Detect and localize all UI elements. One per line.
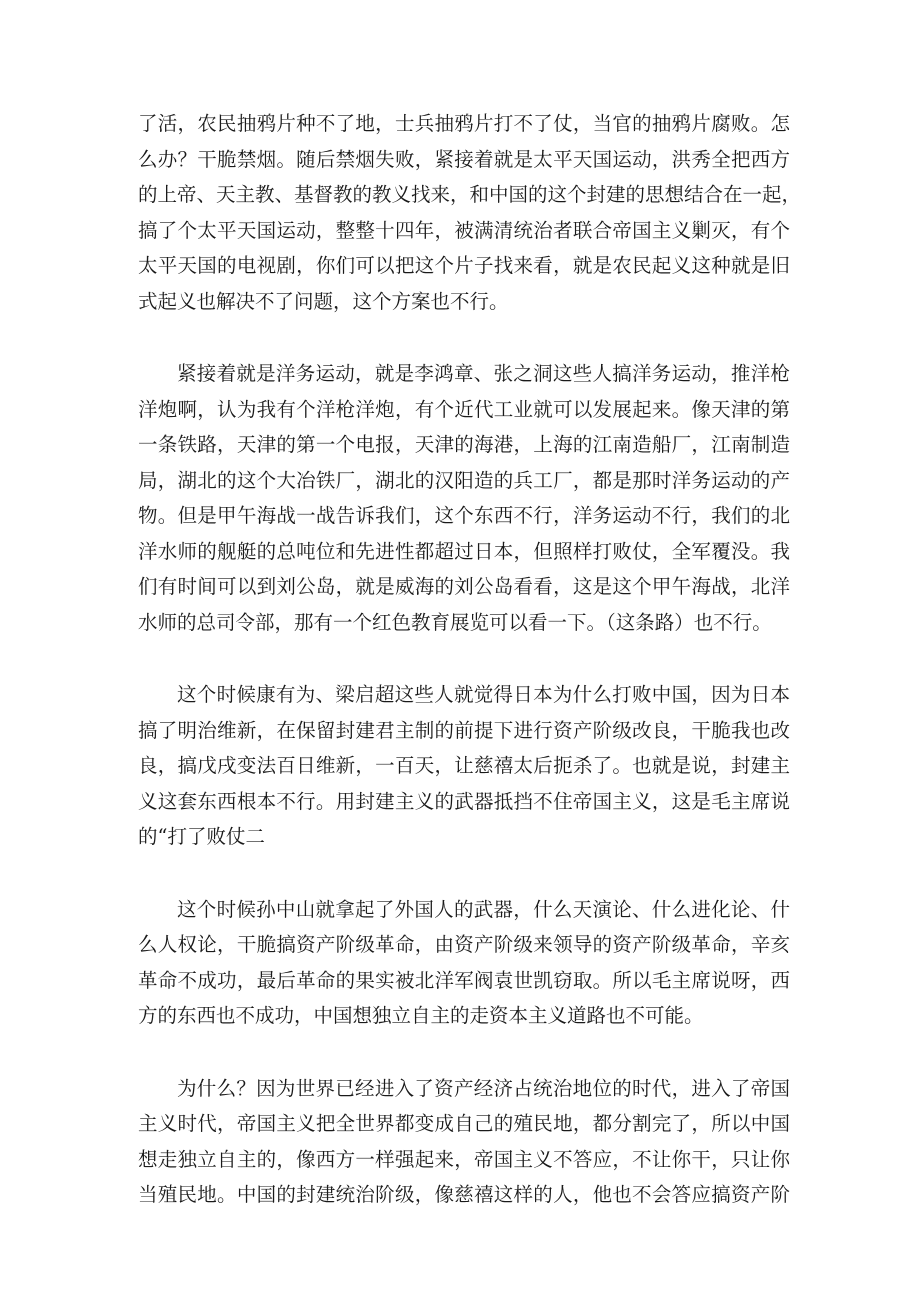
- paragraph-revolution: [138, 892, 790, 1034]
- text-line: 良，搞戊戌变法百日维新，一百天，让慈禧太后扼杀了。也就是说，封建主: [138, 754, 790, 777]
- text-line: 这个时候康有为、梁启超这些人就觉得日本为什么打败中国，因为日本: [177, 683, 790, 706]
- text-line: 为什么？因为世界已经进入了资产经济占统治地位的时代，进入了帝国: [177, 1076, 790, 1100]
- text-line: 太平天国的电视剧，你们可以把这个片子找来看，就是农民起义这种就是旧: [138, 254, 790, 277]
- text-line: 的上帝、天主教、基督教的教义找来，和中国的这个封建的思想结合在一起，: [138, 183, 802, 206]
- text-line: 一条铁路，天津的第一个电报，天津的海港，上海的江南造船厂，江南制造: [138, 433, 790, 456]
- text-line: 局，湖北的这个大冶铁厂，湖北的汉阳造的兵工厂，都是那时洋务运动的产: [138, 468, 790, 492]
- paragraph-taiping: [138, 106, 802, 319]
- text-line: 洋炮啊，认为我有个洋枪洋炮，有个近代工业就可以发展起来。像天津的第: [138, 397, 790, 421]
- text-line: 主义时代，帝国主义把全世界都变成自己的殖民地，都分割完了，所以中国: [138, 1112, 790, 1135]
- paragraph-westernization: [138, 356, 790, 640]
- article-body: [138, 106, 802, 1250]
- text-line: 们有时间可以到刘公岛，就是威海的刘公岛看看，这是这个甲午海战，北洋: [138, 575, 790, 598]
- text-line: 水师的总司令部，那有一个红色教育展览可以看一下。（这条路）也不行。: [138, 610, 772, 634]
- text-line: 这个时候孙中山就拿起了外国人的武器，什么天演论、什么进化论、什: [177, 897, 790, 921]
- text-line: 的“打了败仗二: [138, 825, 265, 848]
- text-line: 义这套东西根本不行。用封建主义的武器抵挡不住帝国主义，这是毛主席说: [138, 789, 790, 813]
- text-line: 物。但是甲午海战一战告诉我们，这个东西不行，洋务运动不行，我们的北: [138, 504, 790, 527]
- text-line: 么办？干脆禁烟。随后禁烟失败，紧接着就是太平天国运动，洪秀全把西方: [138, 147, 790, 171]
- text-line: 式起义也解决不了问题，这个方案也不行。: [138, 289, 509, 313]
- text-line: 搞了个太平天国运动，整整十四年，被满清统治者联合帝国主义剿灭，有个: [138, 218, 790, 242]
- text-line: 当殖民地。中国的封建统治阶级，像慈禧这样的人，他也不会答应搞资产阶: [138, 1183, 790, 1206]
- text-line: 革命不成功，最后革命的果实被北洋军阀袁世凯窃取。所以毛主席说呀，西: [138, 968, 790, 992]
- text-line: 方的东西也不成功，中国想独立自主的走资本主义道路也不可能。: [138, 1004, 704, 1027]
- text-line: 想走独立自主的，像西方一样强起来，帝国主义不答应，不让你干，只让你: [138, 1147, 790, 1171]
- paragraph-imperialism: [138, 1071, 790, 1213]
- paragraph-reform: [138, 677, 790, 855]
- text-line: 紧接着就是洋务运动，就是李鸿章、张之洞这些人搞洋务运动，推洋枪: [177, 362, 790, 385]
- text-line: 搞了明治维新，在保留封建君主制的前提下进行资产阶级改良，干脆我也改: [138, 718, 790, 742]
- text-line: 么人权论，干脆搞资产阶级革命，由资产阶级来领导的资产阶级革命，辛亥: [138, 933, 790, 956]
- text-line: 洋水师的舰艇的总吨位和先进性都超过日本，但照样打败仗，全军覆没。我: [138, 539, 790, 563]
- text-line: 了活，农民抽鸦片种不了地，士兵抽鸦片打不了仗，当官的抽鸦片腐败。怎: [138, 112, 790, 135]
